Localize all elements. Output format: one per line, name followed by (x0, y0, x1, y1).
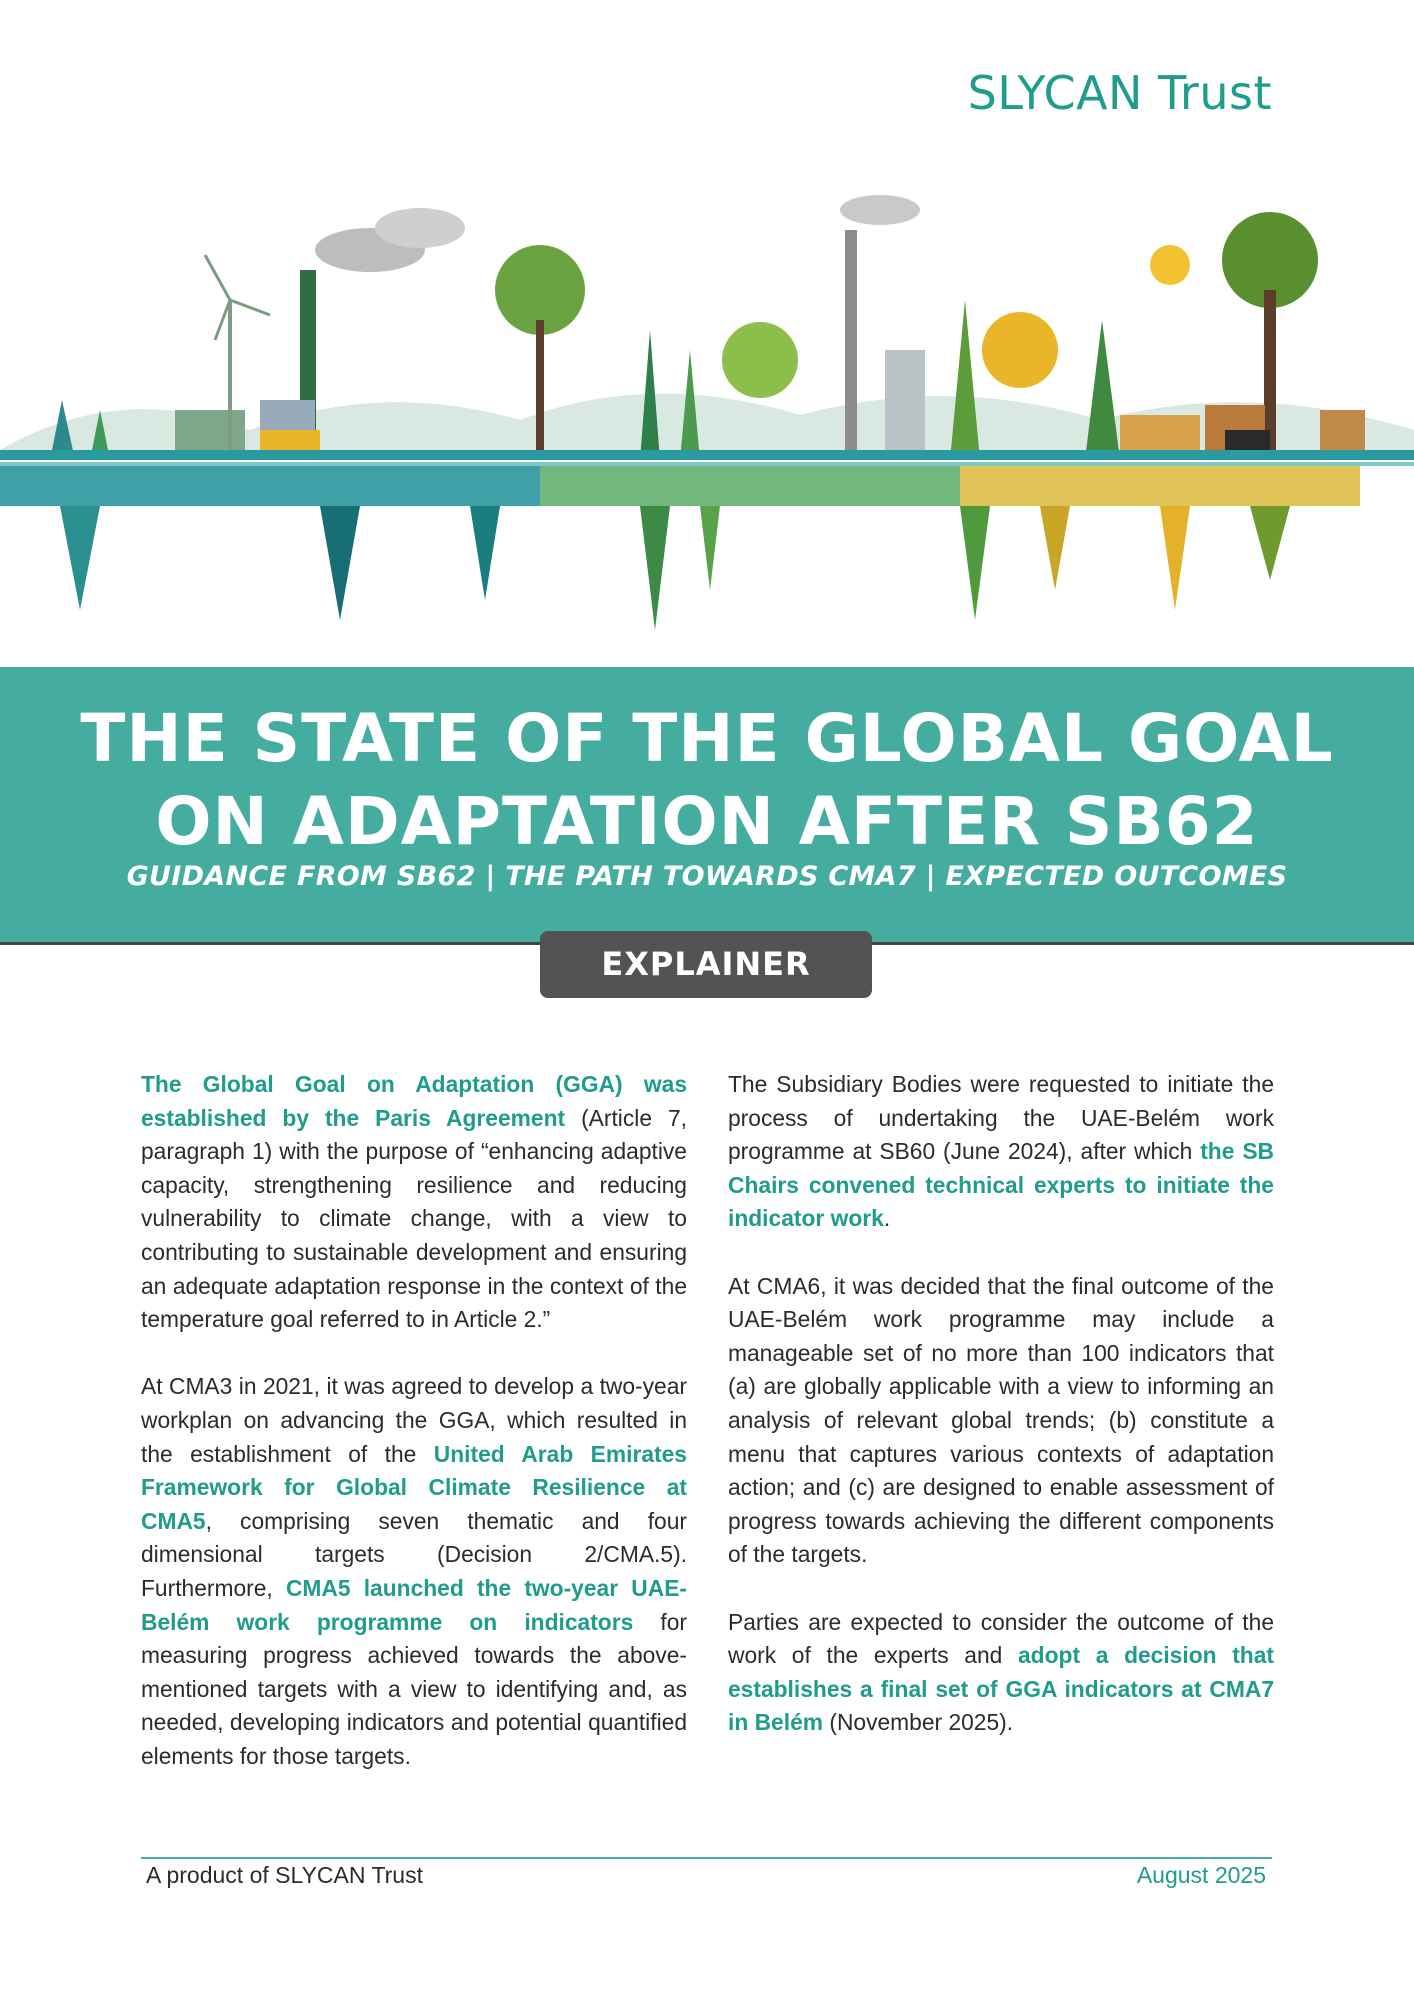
left-column (141, 1068, 687, 1807)
brand-logo-text: SLYCAN Trust (967, 66, 1272, 120)
body-text: (Article 7, paragraph 1) with the purpose of “enhancing adaptive capacity, strengthening resilience and reducing vulnerability to climate change, with a view to contributing to sustainable development and ensuring an adequate adaptation response in the context of the temperature goal referred to in Article 2.” (141, 1104, 687, 1333)
body-text: (November 2025). (823, 1709, 1014, 1736)
footer-date: August 2025 (1136, 1862, 1266, 1888)
body-text: The Subsidiary Bodies were requested to initiate the process of undertaking the UAE-Belém work programme at SB60 (June 2024), after which (728, 1071, 1274, 1165)
left-paragraph-2 (141, 1370, 687, 1773)
highlight-text: adopt a decision that establishes a final set of GGA indicators at CMA7 in Belém (728, 1642, 1275, 1736)
right-paragraph-3 (728, 1606, 1274, 1740)
body-text: At CMA3 in 2021, it was agreed to develop a two-year workplan on advancing the GGA, which resulted in the establishment of the (141, 1373, 687, 1467)
footer-product-credit: A product of SLYCAN Trust (146, 1862, 423, 1888)
body-text: . (883, 1205, 891, 1232)
body-text: Parties are expected to consider the outcome of the work of the experts and (728, 1608, 1274, 1669)
explainer-badge: EXPLAINER (540, 931, 872, 998)
body-text: , comprising seven thematic and four dimensional targets (Decision 2/CMA.5). Furthermore, (141, 1507, 687, 1601)
highlight-text: United Arab Emirates Framework for Global Climate Resilience at CMA5 (141, 1440, 687, 1534)
hero-illustration (0, 150, 1414, 650)
body-text: for measuring progress achieved towards the above-mentioned targets with a view to identifying and, as needed, developing indicators and potential quantified elements for those targets. (141, 1608, 687, 1769)
footer-divider (141, 1857, 1272, 1859)
left-paragraph-1 (141, 1068, 687, 1337)
page-subtitle: GUIDANCE FROM SB62 | THE PATH TOWARDS CMA7 | EXPECTED OUTCOMES (126, 861, 1288, 892)
right-column (728, 1068, 1274, 1773)
right-paragraph-2 (728, 1270, 1274, 1572)
highlight-text: The Global Goal on Adaptation (GGA) was established by the Paris Agreement (141, 1071, 687, 1131)
page-title-line-1: THE STATE OF THE GLOBAL GOAL (80, 700, 1334, 777)
body-text: At CMA6, it was decided that the final outcome of the UAE-Belém work programme may include a manageable set of no more than 100 indicators that (a) are globally applicable with a view to informing an analysis of relevant global trends; (b) constitute a menu that captures various contexts of adaptation action; and (c) are designed to enable assessment of progress towards achieving the different components of the targets. (728, 1272, 1274, 1568)
highlight-text: CMA5 launched the two-year UAE-Belém work programme on indicators (141, 1574, 687, 1635)
highlight-text: the SB Chairs convened technical experts to initiate the indicator work (728, 1138, 1274, 1232)
right-paragraph-1 (728, 1068, 1274, 1236)
page-title-line-2: ON ADAPTATION AFTER SB62 (155, 783, 1259, 860)
